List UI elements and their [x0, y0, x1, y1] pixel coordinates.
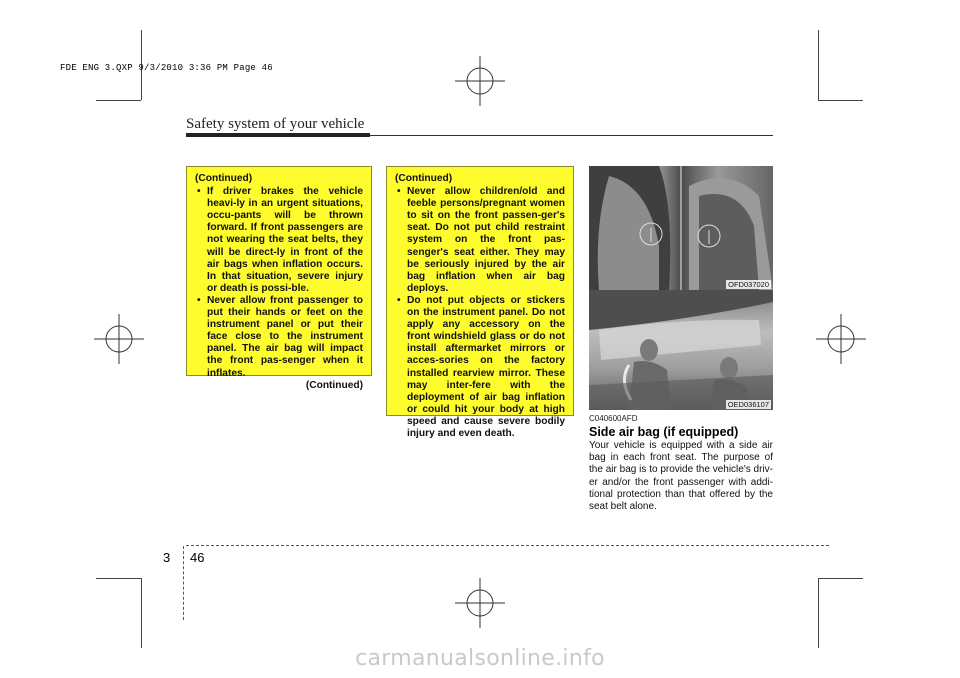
title-rule	[370, 135, 773, 136]
warning-bullet	[195, 186, 363, 295]
article-heading: Side air bag (if equipped)	[589, 425, 739, 439]
warning-bullet	[395, 295, 565, 440]
bullet-icon: •	[397, 294, 401, 306]
watermark: carmanualsonline.info	[355, 646, 605, 671]
crop-mark	[141, 578, 142, 648]
registration-mark-icon	[455, 578, 505, 628]
footer-rule	[186, 545, 829, 546]
cabin-airbag-photo	[589, 290, 773, 410]
section-title: Safety system of your vehicle	[186, 116, 365, 132]
crop-mark	[96, 578, 141, 579]
continued-label: (Continued)	[195, 173, 253, 184]
warning-bullet	[195, 295, 363, 380]
crop-mark	[818, 578, 819, 648]
footer-divider	[183, 546, 184, 620]
bullet-text: Never allow children/old and feeble persons/pregnant women to sit on the front passen-ger's seat. Do not put child restraint system on the front pas-senger's seat either. They may be seriously injured by the air bag inflation when air bag deploys.	[407, 186, 565, 294]
warning-box-left	[186, 166, 372, 391]
registration-mark-icon	[94, 314, 144, 364]
seat-airbag-photo	[589, 166, 773, 290]
article-code: C040600AFD	[589, 414, 638, 423]
continued-label: (Continued)	[395, 173, 453, 184]
crop-mark	[96, 100, 141, 101]
crop-mark	[818, 578, 863, 579]
chapter-number: 3	[163, 550, 171, 565]
bullet-icon: •	[197, 294, 201, 306]
page-number: 46	[190, 550, 205, 565]
crop-mark	[818, 100, 863, 101]
continued-label: (Continued)	[305, 379, 363, 391]
registration-mark-icon	[816, 314, 866, 364]
crop-mark	[818, 30, 819, 100]
warning-bullet	[395, 186, 565, 295]
article-body: Your vehicle is equipped with a side air bag in each front seat. The purpose of the air bag is to provide the vehicle's driv-er and/or the front passenger with addi-tional protection than that offered by the seat belt alone.	[589, 440, 773, 513]
seat-illustration	[589, 166, 773, 290]
bullet-icon: •	[197, 186, 201, 198]
warning-box-right	[386, 166, 574, 439]
bullet-text: If driver brakes the vehicle heavi-ly in an urgent situations, occu-pants will be thrown forward. If front passengers are not wearing the seat belts, they will be direct-ly in front of the air bags when inflation occurs. In that situation, severe injury or death is possi-ble.	[207, 186, 363, 294]
bullet-text: Never allow front passenger to put their hands or feet on the instrument panel or put their face close to the instrument panel. The air bag will impact the front pas-senger when it inflates.	[207, 294, 363, 379]
bullet-text: Do not put objects or stickers on the instrument panel. Do not apply any accessory on the front windshield glass or do not install aftermarket mirrors or acces-sories on the factory installed rearview mirror. These may inter-fere with the deployment of air bag inflation or could hit your body at high speed and cause severe bodily injury and even death.	[407, 294, 565, 439]
print-slug: FDE ENG 3.QXP 9/3/2010 3:36 PM Page 46	[60, 63, 273, 73]
figure-label: OFD037020	[728, 280, 769, 289]
title-bar	[186, 133, 370, 137]
registration-mark-icon	[455, 56, 505, 106]
cabin-illustration	[589, 290, 773, 410]
figure-label: OED036107	[727, 400, 769, 409]
bullet-icon: •	[397, 186, 401, 198]
